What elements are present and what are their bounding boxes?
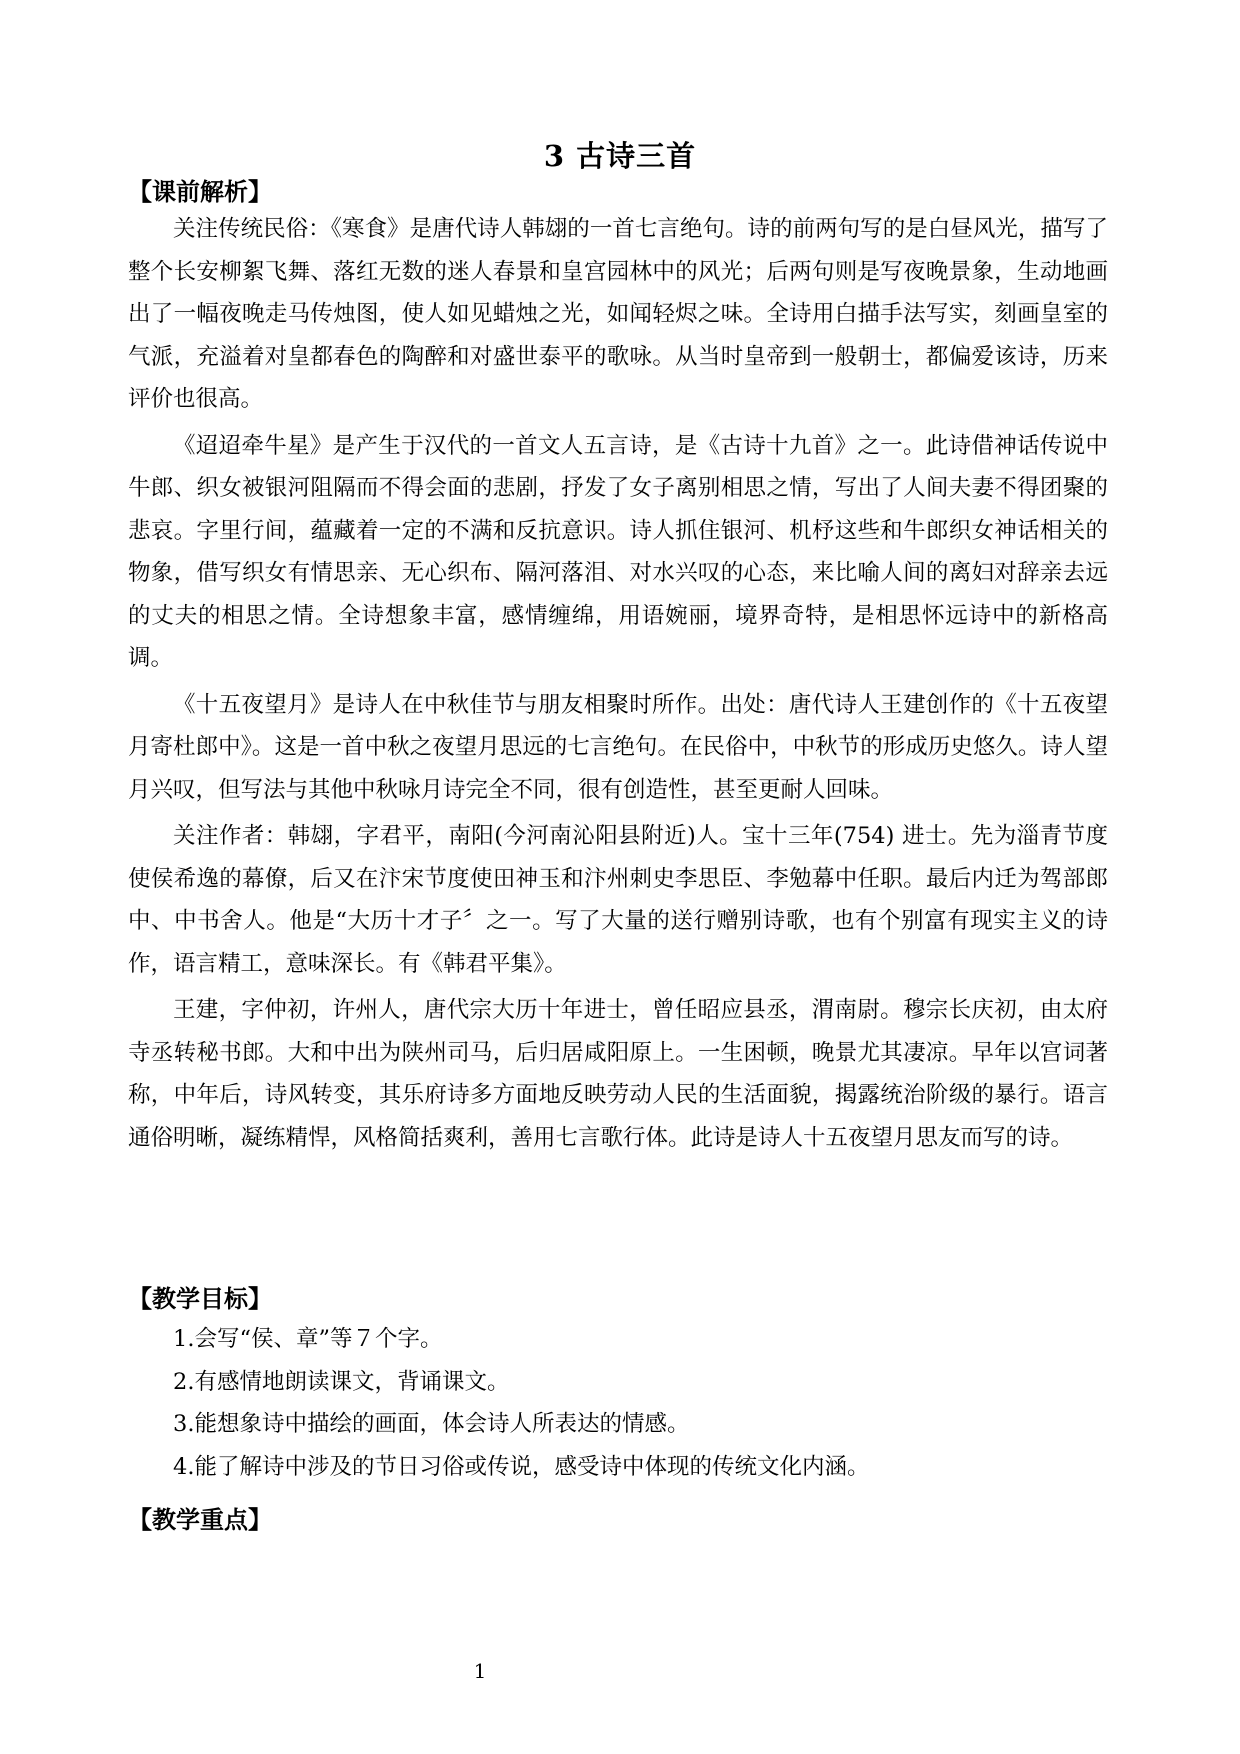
teaching-goals-list [128,1318,1108,1488]
pre-analysis-body [128,208,1108,1163]
paragraph-tiaotiao: 《迢迢牵牛星》是产生于汉代的一首文人五言诗，是《古诗十九首》之一。此诗借神话传说中牛郎、织女被银河阻隔而不得会面的悲剧，抒发了女子离别相思之情，写出了人间夫妻不得团聚的悲哀。字里行间，蕴藏着一定的不满和反抗意识。诗人抓住银河、机杼这些和牛郎织女神话相关的物象，借写织女有情思亲、无心织布、隔河落泪、对水兴叹的心态，来比喻人间的离妇对辞亲去远的丈夫的相思之情。全诗想象丰富，感情缠绵，用语婉丽，境界奇特，是相思怀远诗中的新格高调。 [128,432,1108,671]
paragraph-author-wangjian: 王建，字仲初，许州人，唐代宗大历十年进士，曾任昭应县丞，渭南尉。穆宗长庆初，由太府寺丞转秘书郎。大和中出为陕州司马，后归居咸阳原上。一生困顿，晚景尤其凄凉。早年以宫词著称，中年后，诗风转变，其乐府诗多方面地反映劳动人民的生活面貌，揭露统治阶级的暴行。语言通俗明晰，凝练精悍，风格简括爽利，善用七言歌行体。此诗是诗人十五夜望月思友而写的诗。 [128,997,1108,1151]
page-title: 3 古诗三首 [543,139,697,173]
section-heading-pre-analysis: 【课前解析】 [128,177,272,206]
goal-item: 4.能了解诗中涉及的节日习俗或传说，感受诗中体现的传统文化内涵。 [173,1453,870,1480]
goal-item: 3.能想象诗中描绘的画面，体会诗人所表达的情感。 [173,1411,690,1437]
section-heading-teaching-goals: 【教学目标】 [128,1284,272,1313]
paragraph-shiwuye: 《十五夜望月》是诗人在中秋佳节与朋友相聚时所作。出处：唐代诗人王建创作的《十五夜望月寄杜郎中》。这是一首中秋之夜望月思远的七言绝句。在民俗中，中秋节的形成历史悠久。诗人望月兴叹，但写法与其他中秋咏月诗完全不同，很有创造性，甚至更耐人回味。 [128,691,1108,803]
paragraph-hanshi: 关注传统民俗：《寒食》是唐代诗人韩翃的一首七言绝句。诗的前两句写的是白昼风光，描写了整个长安柳絮飞舞、落红无数的迷人春景和皇宫园林中的风光；后两句则是写夜晚景象，生动地画出了一幅夜晚走马传烛图，使人如见蜡烛之光，如闻轻烬之味。全诗用白描手法写实，刻画皇室的气派，充溢着对皇都春色的陶醉和对盛世泰平的歌咏。从当时皇帝到一般朝士，都偏爱该诗，历来评价也很高。 [128,216,1108,412]
section-heading-teaching-focus: 【教学重点】 [128,1505,272,1534]
goal-item: 2.有感情地朗读课文，背诵课文。 [173,1368,510,1395]
paragraph-author-hanhong: 关注作者：韩翃，字君平，南阳(今河南沁阳县附近)人。宝十三年(754) 进士。先为淄青节度使侯希逸的幕僚，后又在汴宋节度使田神玉和汴州刺史李思臣、李勉幕中任职。最后内迁为驾部郎中、中书舍人。他是“大历十才子〞之一。写了大量的送行赠别诗歌，也有个别富有现实主义的诗作，语言精工，意味深长。有《韩君平集》。 [128,823,1108,977]
goal-item: 1.会写“侯、章”等７个字。 [173,1326,443,1352]
page-number: 1 [473,1659,487,1683]
